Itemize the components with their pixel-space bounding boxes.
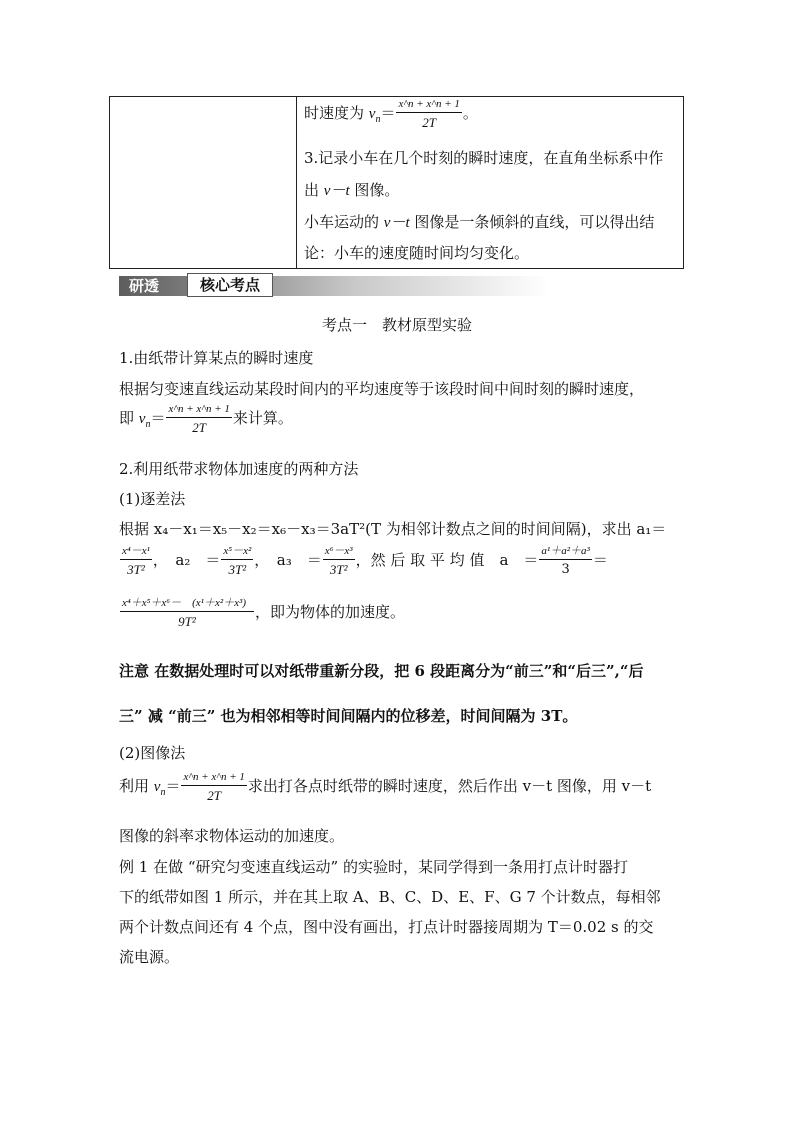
- fraction-numerator: x⁴－x¹: [120, 546, 152, 560]
- fraction-denominator: 9T²: [178, 614, 196, 629]
- subheading-graph-method: (2)图像法: [119, 744, 186, 762]
- equals: ＝: [380, 104, 396, 122]
- text: 。: [462, 104, 478, 122]
- equals: ＝: [165, 777, 181, 795]
- heading-instant-velocity: 1.由纸带计算某点的瞬时速度: [119, 349, 314, 367]
- heading-acceleration-methods: 2.利用纸带求物体加速度的两种方法: [119, 460, 359, 478]
- formula-instant-velocity: [119, 404, 293, 434]
- symbol-v: v: [138, 411, 146, 427]
- text: 出: [304, 181, 324, 199]
- fraction-denominator: 3T²: [228, 562, 247, 577]
- fraction: [120, 546, 152, 576]
- text: 求出打各点时纸带的瞬时速度，然后作出 v－t 图像，用 v－t: [247, 777, 652, 795]
- experiment-table: [109, 96, 684, 269]
- symbol-vt: v－t: [323, 183, 350, 199]
- fraction-numerator: x^n + x^n + 1: [396, 99, 461, 113]
- text: 小车运动的: [304, 213, 384, 231]
- fraction: [396, 99, 461, 129]
- symbol-v: v: [368, 106, 376, 122]
- fraction-numerator: a¹＋a²＋a³: [539, 546, 591, 560]
- fraction-denominator: 3T²: [127, 562, 145, 577]
- fraction-denominator: 2T: [422, 115, 437, 130]
- equals: ＝: [150, 409, 166, 427]
- table-row-velocity-formula: [304, 99, 478, 129]
- text: 图像是一条倾斜的直线，可以得出结: [409, 213, 655, 231]
- note-line: 注意 在数据处理时可以对纸带重新分段，把 6 段距离分为“前三”和“后三”,“后: [119, 662, 644, 680]
- table-row-text: [304, 179, 399, 200]
- text: 利用: [119, 777, 154, 795]
- example-line: 流电源。: [119, 948, 180, 966]
- text: 来计算。: [232, 409, 293, 427]
- text: 图像。: [349, 181, 400, 199]
- subscript-n: n: [160, 787, 166, 798]
- section-header: [119, 270, 549, 302]
- example-line: 下的纸带如图 1 所示，并在其上取 A、B、C、D、E、F、G 7 个计数点，每相邻: [119, 888, 661, 906]
- table-column-divider: [296, 97, 297, 268]
- example-line: 例 1 在做 “研究匀变速直线运动” 的实验时，某同学得到一条用打点计时器打: [119, 858, 628, 876]
- fraction: [539, 546, 591, 576]
- fraction-denominator: 2T: [192, 420, 207, 435]
- fraction-numerator: x⁶－x³: [323, 546, 355, 560]
- formula-acceleration-terms: [119, 546, 608, 576]
- fraction-numerator: x^n + x^n + 1: [181, 772, 246, 786]
- example-line: 两个计数点间还有 4 个点，图中没有画出，打点计时器接周期为 T＝0.02 s 的交: [119, 918, 654, 936]
- fraction-denominator: 3T²: [329, 562, 348, 577]
- text: 时速度为: [304, 104, 369, 122]
- paragraph-line: 根据 x₄－x₁＝x₅－x₂＝x₆－x₃＝3aT²(T 为相邻计数点之间的时间间隔)，求出 a₁＝: [119, 520, 667, 538]
- text: ， a₂ ＝: [152, 551, 221, 569]
- fraction-numerator: x⁴＋x⁵＋x⁶－ (x¹＋x²＋x³): [120, 598, 254, 612]
- topic-title: 考点一 教材原型实验: [321, 316, 472, 334]
- fraction-numerator: x^n + x^n + 1: [166, 404, 231, 418]
- subheading-successive-difference: (1)逐差法: [119, 490, 186, 508]
- section-header-bar: [119, 276, 549, 296]
- formula-graph-method: [119, 772, 651, 802]
- equals: ＝: [592, 551, 608, 569]
- text: ， a₃ ＝: [254, 551, 322, 569]
- fraction: [323, 546, 355, 576]
- fraction-denominator: 2T: [207, 788, 222, 803]
- paragraph-line: 图像的斜率求物体运动的加速度。: [119, 827, 345, 845]
- text: ，然 后 取 平 均 值 a ＝: [355, 551, 539, 569]
- fraction-denominator: 3: [561, 562, 570, 577]
- subscript-n: n: [375, 114, 381, 125]
- symbol-vt: v－t: [383, 215, 410, 231]
- symbol-v: v: [153, 779, 161, 795]
- section-tag-primary: 研透: [129, 277, 160, 295]
- fraction-numerator: x⁵－x²: [221, 546, 253, 560]
- table-row-text: [304, 211, 654, 232]
- paragraph-line: 根据匀变速直线运动某段时间内的平均速度等于该段时间中间时刻的瞬时速度，: [119, 380, 645, 398]
- table-row-text: 论：小车的速度随时间均匀变化。: [304, 244, 530, 262]
- text: 即: [119, 409, 139, 427]
- subscript-n: n: [145, 419, 151, 430]
- fraction: [166, 404, 231, 434]
- fraction: [221, 546, 253, 576]
- section-tag-secondary: 核心考点: [187, 273, 273, 297]
- text: ，即为物体的加速度。: [255, 603, 406, 621]
- note-line: 三” 减 “前三” 也为相邻相等时间间隔内的位移差，时间间隔为 3T。: [119, 707, 578, 725]
- fraction: [120, 598, 254, 628]
- fraction: [181, 772, 246, 802]
- table-row-text: 3.记录小车在几个时刻的瞬时速度，在直角坐标系中作: [304, 149, 664, 167]
- formula-acceleration-average: [119, 598, 405, 628]
